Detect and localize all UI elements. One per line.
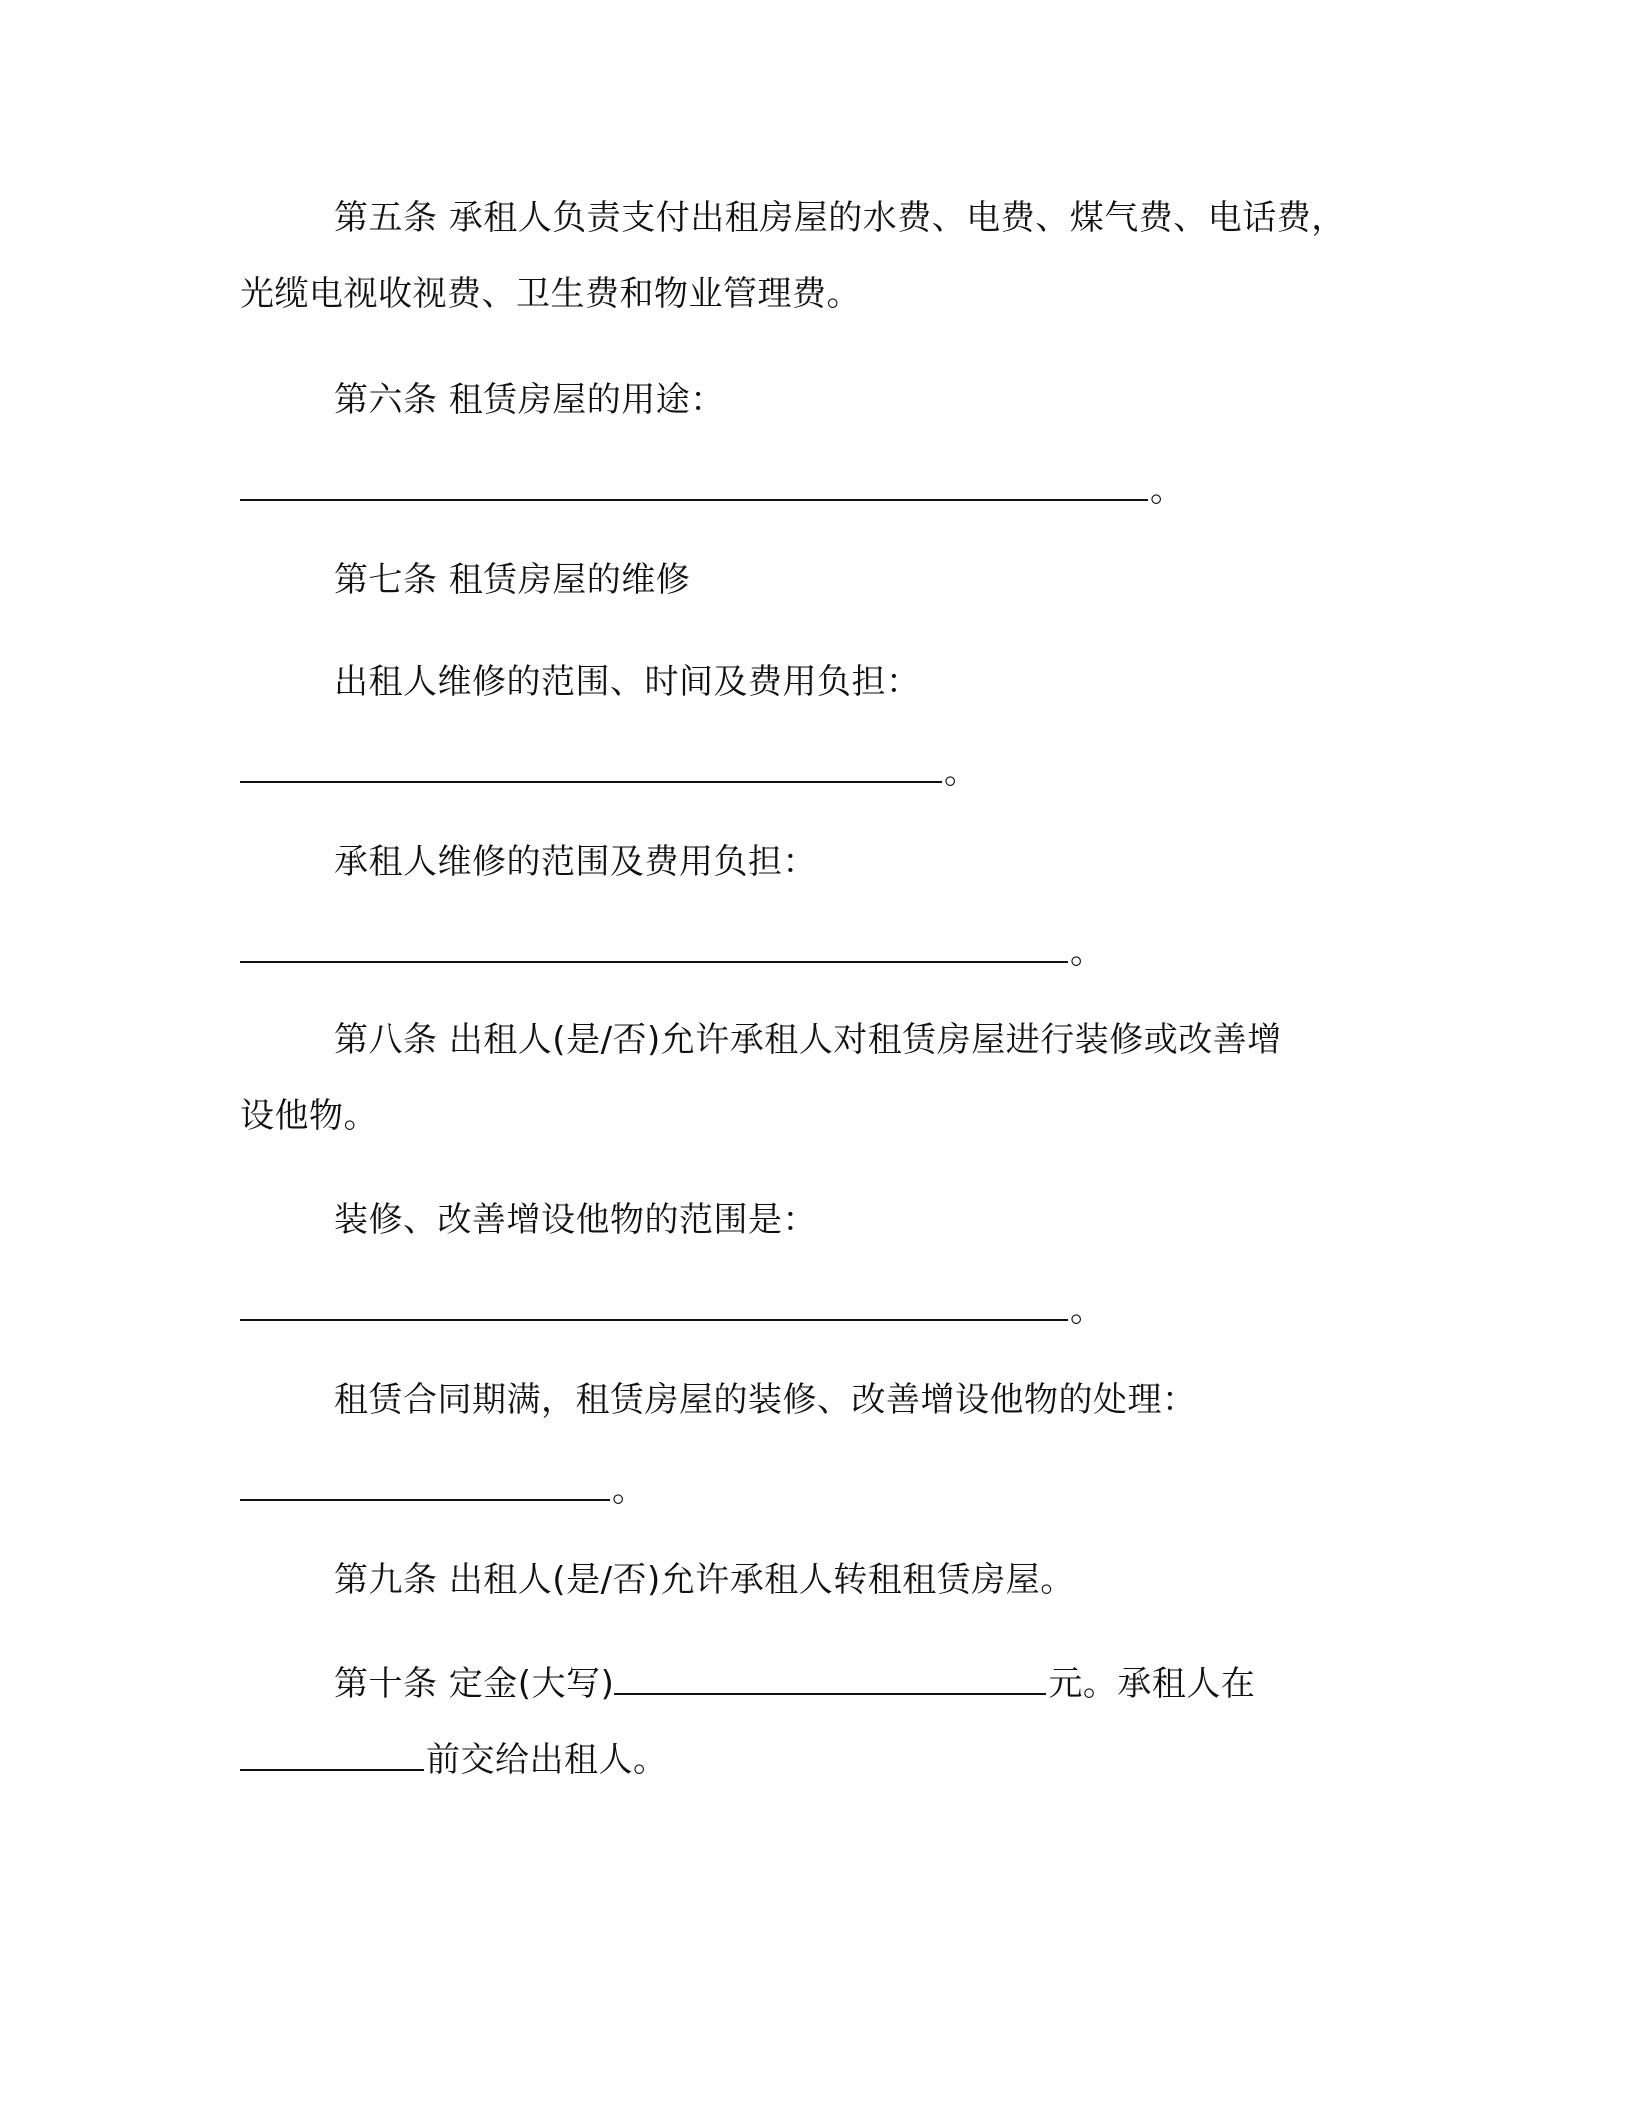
deposit-unit-text: 元。承租人在 xyxy=(1048,1664,1256,1704)
purpose-blank-end: 。 xyxy=(1150,470,1185,510)
lessee-repair-blank-end: 。 xyxy=(1070,932,1105,972)
expiry-handling-blank-end: 。 xyxy=(612,1470,647,1510)
article-6-text: 第六条 租赁房屋的用途： xyxy=(334,380,725,420)
lessee-repair-fill-line xyxy=(240,928,1105,976)
deposit-date-blank xyxy=(240,1739,424,1771)
renovation-scope-blank-end: 。 xyxy=(1070,1290,1105,1330)
article-8-text-1: 第八条 出租人(是/否)允许承租人对租赁房屋进行装修或改善增 xyxy=(334,1020,1282,1060)
article-9 xyxy=(334,1556,1075,1604)
lessor-repair-blank-end: 。 xyxy=(944,752,979,792)
lessor-repair-blank xyxy=(240,751,942,783)
article-5-line-2 xyxy=(240,270,861,318)
purpose-blank xyxy=(240,469,1148,501)
article-6-title xyxy=(334,376,725,424)
renovation-scope-label xyxy=(334,1196,817,1244)
article-5-line-1 xyxy=(334,194,1346,242)
renovation-scope-fill-line xyxy=(240,1286,1105,1334)
article-9-text: 第九条 出租人(是/否)允许承租人转租租赁房屋。 xyxy=(334,1560,1075,1600)
expiry-handling-label xyxy=(334,1376,1197,1424)
article-10-line-2 xyxy=(240,1736,668,1784)
lessee-repair-blank xyxy=(240,931,1068,963)
article-8-line-1 xyxy=(334,1016,1282,1064)
renovation-scope-text: 装修、改善增设他物的范围是： xyxy=(334,1200,817,1240)
deposit-delivery-text: 前交给出租人。 xyxy=(426,1740,668,1780)
article-6-fill-line xyxy=(240,466,1185,514)
deposit-amount-blank xyxy=(614,1663,1046,1695)
article-10-line-1 xyxy=(334,1660,1255,1708)
article-7-text: 第七条 租赁房屋的维修 xyxy=(334,560,691,600)
expiry-handling-fill-line xyxy=(240,1466,647,1514)
expiry-handling-text: 租赁合同期满，租赁房屋的装修、改善增设他物的处理： xyxy=(334,1380,1197,1420)
expiry-handling-blank xyxy=(240,1469,610,1501)
article-5-text-1: 第五条 承租人负责支付出租房屋的水费、电费、煤气费、电话费， xyxy=(334,198,1346,238)
article-8-line-2 xyxy=(240,1092,378,1140)
lessee-repair-label xyxy=(334,838,817,886)
lessor-repair-label xyxy=(334,658,921,706)
article-8-text-2: 设他物。 xyxy=(240,1096,378,1136)
lessee-repair-text: 承租人维修的范围及费用负担： xyxy=(334,842,817,882)
article-5-text-2: 光缆电视收视费、卫生费和物业管理费。 xyxy=(240,274,861,314)
lessor-repair-fill-line xyxy=(240,748,979,796)
article-7-title xyxy=(334,556,690,604)
renovation-scope-blank xyxy=(240,1289,1068,1321)
lessor-repair-text: 出租人维修的范围、时间及费用负担： xyxy=(334,662,921,702)
deposit-label: 第十条 定金(大写) xyxy=(334,1664,615,1704)
